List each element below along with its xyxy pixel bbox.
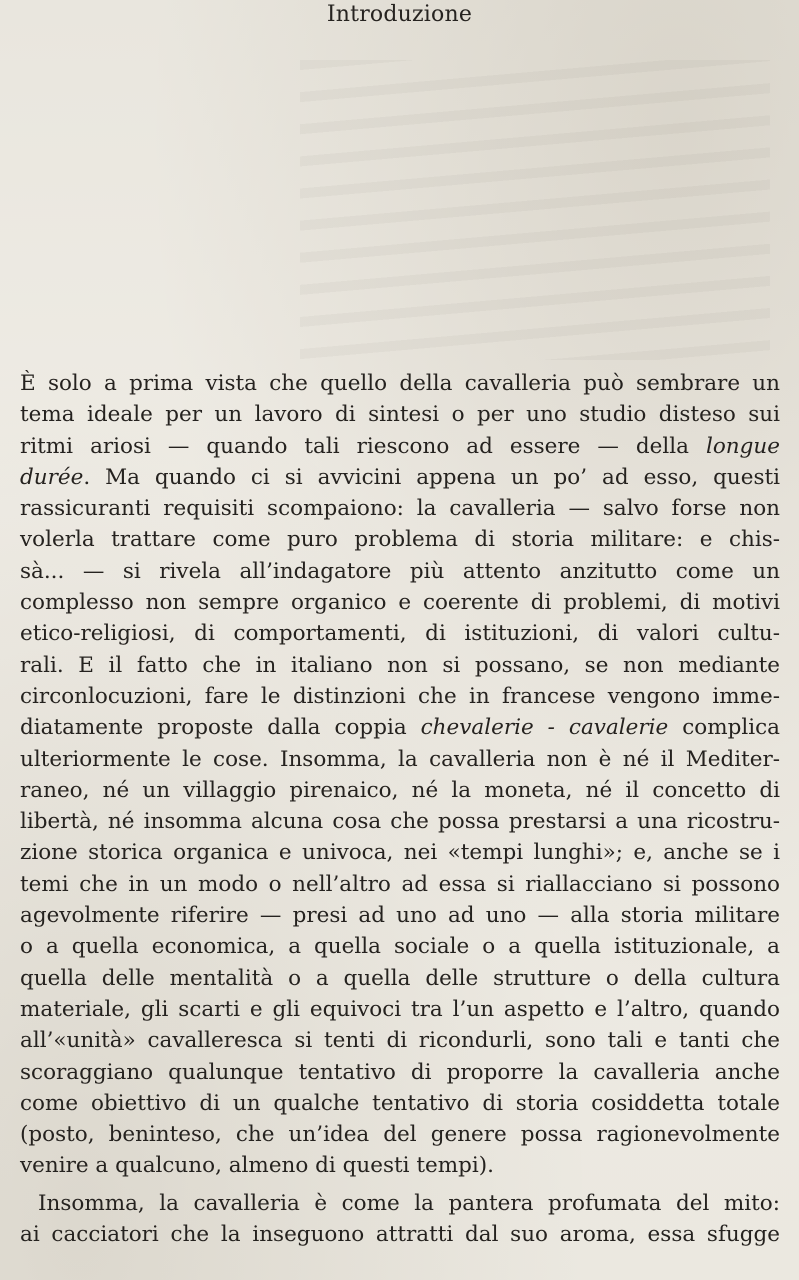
text-run: ritmi ariosi — quando tali riescono ad essere — della — [20, 433, 706, 459]
text-line — [20, 587, 780, 618]
text-line — [20, 1219, 780, 1250]
text-run: quella delle mentalità o a quella delle strutture o della cultura — [20, 965, 780, 991]
text-run: come obiettivo di un qualche tentativo di storia cosiddetta totale — [20, 1090, 780, 1116]
text-run: (posto, beninteso, che un’idea del genere possa ragionevolmente — [20, 1122, 780, 1148]
text-line — [20, 399, 780, 430]
text-line — [20, 462, 780, 493]
text-line — [20, 837, 780, 868]
text-run: o a quella economica, a quella sociale o a quella istituzionale, a — [20, 934, 780, 960]
text-run: complica — [668, 715, 780, 741]
text-line — [20, 493, 780, 524]
text-run: Insomma, la cavalleria è come la pantera profumata del mito: — [38, 1190, 780, 1216]
text-line — [20, 1057, 780, 1088]
text-line — [20, 556, 780, 587]
italic-term: longue — [705, 433, 780, 459]
text-run: complesso non sempre organico e coerente di problemi, di motivi — [20, 590, 780, 616]
italic-term: durée — [20, 464, 84, 490]
text-run: tema ideale per un lavoro di sintesi o per uno studio disteso sui — [20, 402, 780, 428]
text-line — [20, 869, 780, 900]
text-run: sà... — si rivela all’indagatore più attento anzitutto come un — [20, 558, 780, 584]
text-line — [20, 931, 780, 962]
text-run: venire a qualcuno, almeno di questi tempi). — [20, 1153, 494, 1179]
text-run: volerla trattare come puro problema di storia militare: e chis- — [20, 527, 780, 553]
text-line — [20, 1088, 780, 1119]
text-line — [20, 431, 780, 462]
paragraph-1 — [20, 368, 780, 1182]
text-line — [20, 524, 780, 555]
text-run: È solo a prima vista che quello della cavalleria può sembrare un — [20, 371, 780, 396]
text-line — [20, 1188, 780, 1219]
text-run: circonlocuzioni, fare le distinzioni che in francese vengono imme- — [20, 683, 780, 709]
text-line — [20, 368, 780, 399]
text-run: ulteriormente le cose. Insomma, la cavalleria non è né il Mediter- — [20, 746, 780, 772]
text-line — [20, 994, 780, 1025]
text-line — [20, 650, 780, 681]
text-run: zione storica organica e univoca, nei «tempi lunghi»; e, anche se i — [20, 840, 780, 866]
text-run: all’«unità» cavalleresca si tenti di ricondurli, sono tali e tanti che — [20, 1028, 780, 1054]
text-line — [20, 1119, 780, 1150]
paragraph-2 — [20, 1188, 780, 1251]
text-line — [20, 744, 780, 775]
text-line — [20, 1025, 780, 1056]
text-run: raneo, né un villaggio pirenaico, né la moneta, né il concetto di — [20, 777, 780, 803]
text-line — [20, 900, 780, 931]
italic-term: chevalerie - cavalerie — [420, 715, 669, 741]
running-head-title: Introduzione — [326, 2, 473, 27]
text-run: rassicuranti requisiti scompaiono: la cavalleria — salvo forse non — [20, 496, 780, 522]
text-run: diatamente proposte dalla coppia — [20, 715, 421, 741]
text-run: temi che in un modo o nell’altro ad essa si riallacciano si possono — [20, 871, 780, 897]
text-line — [20, 712, 780, 743]
body-text — [20, 368, 780, 1250]
text-run: . Ma quando ci si avvicini appena un po’ ad esso, questi — [83, 464, 780, 490]
text-run: rali. E il fatto che in italiano non si possano, se non mediante — [20, 652, 780, 678]
text-run: libertà, né insomma alcuna cosa che possa prestarsi a una ricostru- — [20, 809, 780, 835]
text-run: materiale, gli scarti e gli equivoci tra l’un aspetto e l’altro, quando — [20, 996, 780, 1022]
text-run: scoraggiano qualunque tentativo di proporre la cavalleria anche — [20, 1059, 780, 1085]
text-run: agevolmente riferire — presi ad uno ad uno — alla storia militare — [20, 903, 780, 929]
text-line — [20, 681, 780, 712]
text-line — [20, 618, 780, 649]
text-line — [20, 806, 780, 837]
text-line — [20, 1150, 780, 1181]
reverse-page-show-through — [300, 60, 770, 360]
text-line — [20, 963, 780, 994]
text-run: etico-religiosi, di comportamenti, di istituzioni, di valori cultu- — [20, 621, 780, 647]
text-line — [20, 775, 780, 806]
text-run: ai cacciatori che la inseguono attratti dal suo aroma, essa sfugge — [20, 1222, 780, 1248]
